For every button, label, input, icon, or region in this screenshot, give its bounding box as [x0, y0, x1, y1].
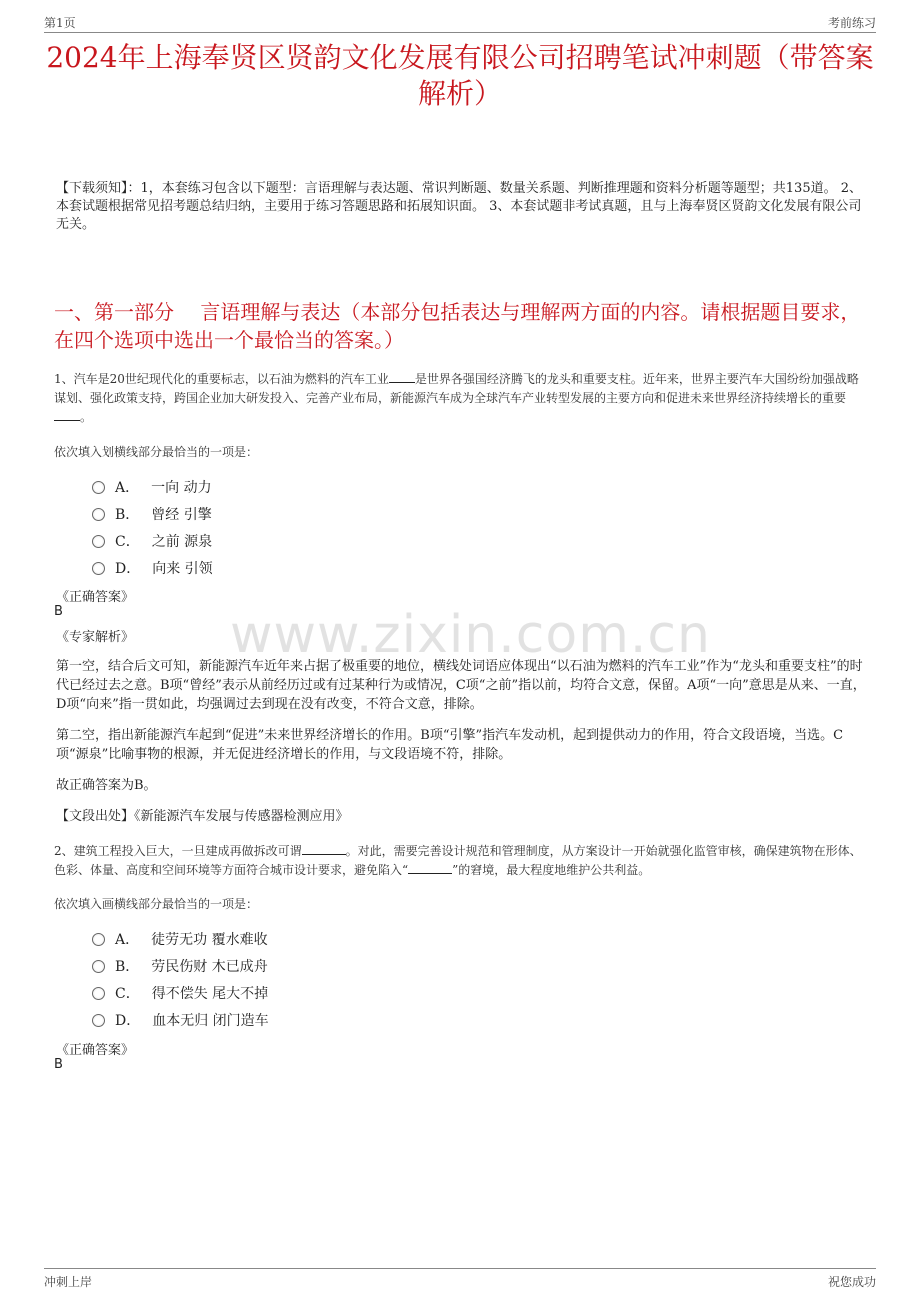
analysis-paragraph: 第一空，结合后文可知，新能源汽车近年来占据了极重要的地位，横线处词语应体现出“以石油为燃料的汽车工业”作为“龙头和重要支柱”的时代已经过去之意。B项“曾经”表示从前经历过或有过某种行为或情况，C项“之前”指以前，均符合文意，保留。A项“一向”意思是从来、一直，D项“向来”指一贯如此，均强调过去到现在没有改变，不符合文意，排除。	[56, 659, 866, 712]
q2-option-b[interactable]: B． 劳民伤财 木已成舟	[92, 956, 268, 976]
radio-icon[interactable]	[92, 960, 105, 973]
page-header	[44, 14, 876, 33]
blank-line	[302, 842, 346, 855]
answer-label: 《正确答案》	[56, 1043, 135, 1058]
answer-value: B	[54, 604, 63, 619]
analysis-paragraph: 故正确答案为B。	[56, 778, 157, 793]
footer-left: 冲刺上岸	[44, 1275, 93, 1289]
question-1-prompt: 依次填入划横线部分最恰当的一项是：	[54, 445, 259, 459]
page-number: 第1页	[44, 16, 76, 30]
q2-option-d[interactable]: D． 血本无归 闭门造车	[92, 1010, 269, 1030]
watermark: www.zixin.com.cn	[230, 605, 711, 665]
radio-icon[interactable]	[92, 508, 105, 521]
question-2-text: 2、建筑工程投入巨大，一旦建成再做拆改可谓 。对此，需要完善设计规范和管理制度，从方案设计一开始就强化监管审核，确保建筑物在形体、色彩、体量、高度和空间环境等方面符合城市设计要求，避免陷入“ ”的窘境，最大程度地维护公共利益。	[54, 844, 862, 877]
analysis-paragraph: 第二空，指出新能源汽车起到“促进”未来世界经济增长的作用。B项“引擎”指汽车发动机，起到提供动力的作用，符合文段语境，当选。C项“源泉”比喻事物的根源，并无促进经济增长的作用，与文段语境不符，排除。	[56, 728, 844, 762]
document-title: 2024年上海奉贤区贤韵文化发展有限公司招聘笔试冲刺题（带答案解析）	[46, 41, 874, 110]
source-citation: 【文段出处】《新能源汽车发展与传感器检测应用》	[56, 809, 349, 824]
question-1-text: 1、汽车是20世纪现代化的重要标志，以石油为燃料的汽车工业 是世界各强国经济腾飞的龙头和重要支柱。近年来，世界主要汽车大国纷纷加强战略谋划、强化政策支持，跨国企业加大研发投入、完善产业布局，新能源汽车成为全球汽车产业转型发展的主要方向和促进未来世界经济持续增长的重要。	[54, 372, 859, 424]
footer-right: 祝您成功	[827, 1275, 876, 1289]
radio-icon[interactable]	[92, 933, 105, 946]
page-footer	[44, 1268, 876, 1289]
blank-line	[54, 408, 80, 421]
radio-icon[interactable]	[92, 1014, 105, 1027]
q1-option-c[interactable]: C． 之前 源泉	[92, 531, 212, 551]
download-notice: 【下载须知】：1，本套练习包含以下题型：言语理解与表达题、常识判断题、数量关系题、判断推理题和资料分析题等题型；共135道。 2、本套试题根据常见招考题总结归纳，主要用于练习答题思路和拓展知识面。 3、本套试题非考试真题，且与上海奉贤区贤韵文化发展有限公司无关。	[56, 181, 862, 232]
analysis-label: 《专家解析》	[56, 630, 135, 645]
section-heading: 一、第一部分 言语理解与表达（本部分包括表达与理解两方面的内容。请根据题目要求，在四个选项中选出一个最恰当的答案。）	[54, 300, 861, 352]
q1-option-b[interactable]: B． 曾经 引擎	[92, 504, 212, 524]
radio-icon[interactable]	[92, 535, 105, 548]
header-tag: 考前练习	[827, 16, 876, 30]
answer-label: 《正确答案》	[56, 590, 135, 605]
blank-line	[408, 861, 452, 874]
q1-option-d[interactable]: D． 向来 引领	[92, 558, 213, 578]
question-2-prompt: 依次填入画横线部分最恰当的一项是：	[54, 897, 259, 911]
radio-icon[interactable]	[92, 562, 105, 575]
q2-option-a[interactable]: A． 徒劳无功 覆水难收	[92, 929, 268, 949]
answer-value: B	[54, 1057, 63, 1072]
q1-option-a[interactable]: A． 一向 动力	[92, 477, 212, 497]
radio-icon[interactable]	[92, 987, 105, 1000]
q2-option-c[interactable]: C． 得不偿失 尾大不掉	[92, 983, 268, 1003]
radio-icon[interactable]	[92, 481, 105, 494]
blank-line	[389, 370, 415, 383]
